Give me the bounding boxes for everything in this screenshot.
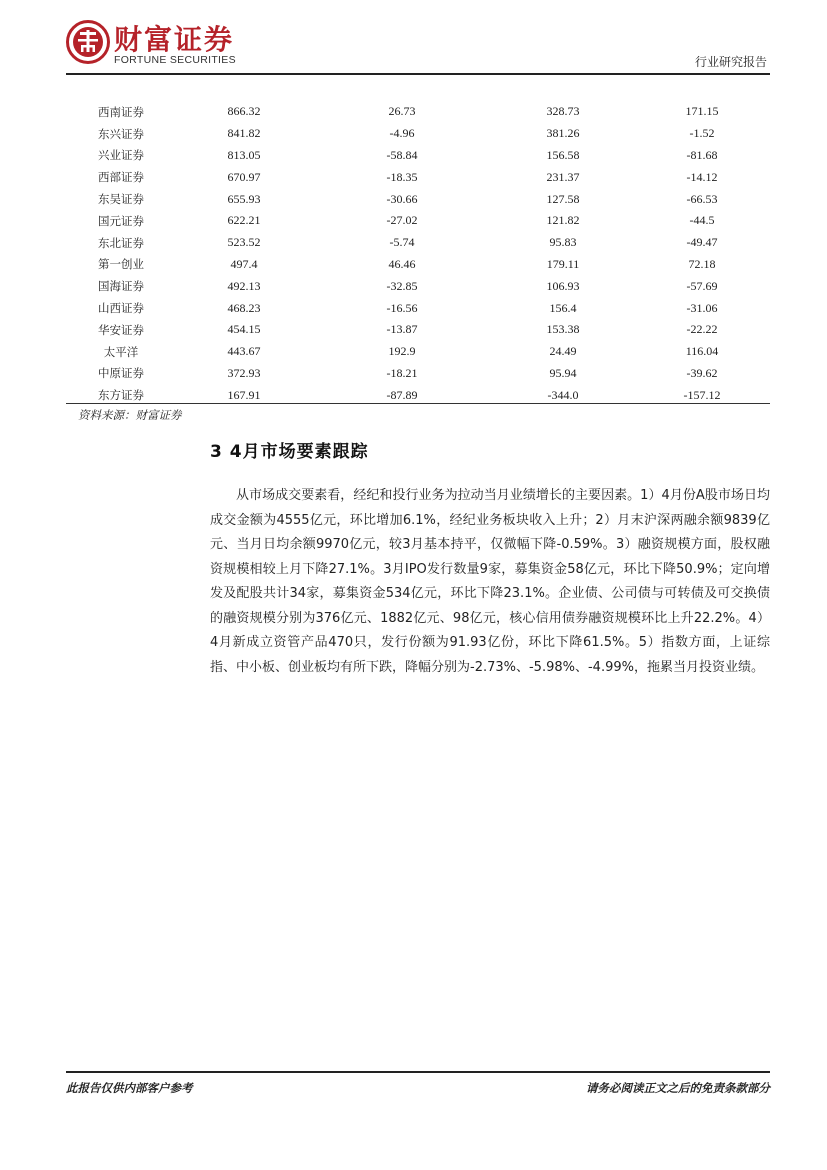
value-cell: -44.5: [689, 213, 715, 228]
value-cell: -18.35: [386, 169, 418, 184]
table-bottom-rule: [66, 403, 770, 404]
value-cell: -81.68: [686, 147, 718, 162]
value-cell: 372.93: [227, 365, 261, 380]
value-cell: 121.82: [546, 213, 580, 228]
value-cell: -32.85: [386, 278, 418, 293]
logo-chinese-name: 财富证券: [114, 23, 235, 56]
table-row: [66, 341, 770, 363]
broker-name-cell: 华安证券: [98, 322, 144, 337]
company-logo: [66, 18, 246, 70]
value-cell: -22.22: [686, 322, 718, 337]
fortune-seal-icon: [66, 20, 110, 64]
broker-name-cell: 东兴证券: [98, 126, 144, 141]
value-cell: -4.96: [389, 126, 415, 141]
value-cell: -66.53: [686, 191, 718, 206]
value-cell: 179.11: [546, 256, 580, 271]
value-cell: 866.32: [227, 104, 261, 119]
broker-name-cell: 西部证券: [98, 170, 144, 185]
table-row: [66, 101, 770, 123]
value-cell: -13.87: [386, 322, 418, 337]
broker-name-cell: 东方证券: [98, 388, 144, 403]
broker-name-cell: 中原证券: [98, 366, 144, 381]
value-cell: 381.26: [546, 126, 580, 141]
value-cell: 492.13: [227, 278, 261, 293]
value-cell: 156.58: [546, 147, 580, 162]
broker-name-cell: 国海证券: [98, 279, 144, 294]
value-cell: 497.4: [230, 256, 258, 271]
broker-name-cell: 第一创业: [98, 257, 144, 272]
value-cell: 670.97: [227, 169, 261, 184]
value-cell: -18.21: [386, 365, 418, 380]
value-cell: -27.02: [386, 213, 418, 228]
value-cell: 46.46: [388, 256, 416, 271]
broker-name-cell: 兴业证券: [98, 148, 144, 163]
value-cell: 95.94: [549, 365, 577, 380]
broker-name-cell: 东北证券: [98, 235, 144, 250]
header-divider: [66, 73, 770, 75]
value-cell: 24.49: [549, 344, 577, 359]
logo-english-name: FORTUNE SECURITIES: [114, 54, 236, 66]
table-row: [66, 275, 770, 297]
footer-disclaimer-left: 此报告仅供内部客户参考: [66, 1081, 193, 1095]
report-type: 行业研究报告: [694, 55, 767, 69]
table-row: [66, 254, 770, 276]
value-cell: 841.82: [227, 126, 261, 141]
footer-disclaimer-right: 请务必阅读正文之后的免责条款部分: [586, 1081, 770, 1095]
value-cell: 156.4: [549, 300, 577, 315]
value-cell: 127.58: [546, 191, 580, 206]
table-row: [66, 188, 770, 210]
broker-name-cell: 西南证券: [98, 104, 144, 119]
table-row: [66, 145, 770, 167]
table-row: [66, 166, 770, 188]
value-cell: -57.69: [686, 278, 718, 293]
value-cell: -58.84: [386, 147, 418, 162]
value-cell: -16.56: [386, 300, 418, 315]
table-row: [66, 319, 770, 341]
table-row: [66, 363, 770, 385]
brokerage-data-table: [66, 101, 770, 406]
value-cell: 153.38: [546, 322, 580, 337]
value-cell: 328.73: [546, 104, 580, 119]
value-cell: 72.18: [688, 256, 716, 271]
value-cell: 26.73: [388, 104, 416, 119]
value-cell: 231.37: [546, 169, 580, 184]
value-cell: -49.47: [686, 235, 718, 250]
value-cell: -344.0: [547, 387, 579, 402]
value-cell: 655.93: [227, 191, 261, 206]
value-cell: -30.66: [386, 191, 418, 206]
table-row: [66, 210, 770, 232]
value-cell: 468.23: [227, 300, 261, 315]
value-cell: 106.93: [546, 278, 580, 293]
broker-name-cell: 山西证券: [98, 301, 144, 316]
broker-name-cell: 东吴证券: [98, 192, 144, 207]
table-row: [66, 123, 770, 145]
value-cell: 813.05: [227, 147, 261, 162]
value-cell: -39.62: [686, 365, 718, 380]
value-cell: 192.9: [388, 344, 416, 359]
value-cell: 116.04: [685, 344, 719, 359]
footer-divider: [66, 1071, 770, 1073]
table-source-note: 资料来源：财富证券: [78, 408, 182, 422]
table-row: [66, 232, 770, 254]
broker-name-cell: 太平洋: [103, 344, 139, 359]
section-heading: 3 4月市场要素跟踪: [210, 442, 369, 462]
value-cell: 171.15: [685, 104, 719, 119]
value-cell: -31.06: [686, 300, 718, 315]
table-row: [66, 297, 770, 319]
value-cell: -87.89: [386, 387, 418, 402]
value-cell: -14.12: [686, 169, 718, 184]
value-cell: 95.83: [549, 235, 577, 250]
section-paragraph: 从市场成交要素看，经纪和投行业务为拉动当月业绩增长的主要因素。1）4月份A股市场日均成交金额为4555亿元，环比增加6.1%，经纪业务板块收入上升；2）月末沪深两融余额9839亿元、当月日均余额9970亿元，较3月基本持平，仅微幅下降-0.59%。3）融资规模方面，股权融资规模相较上月下降27.1%。3月IPO发行数量9家，募集资金58亿元，环比下降50.9%；定向增发及配股共计34家，募集资金534亿元，环比下降23.1%。企业债、公司债与可转债及可交换债的融资规模分别为376亿元、1882亿元、98亿元，核心信用债券融资规模环比上升22.2%。4）4月新成立资管产品470只，发行份额为91.93亿份，环比下降61.5%。5）指数方面，上证综指、中小板、创业板均有所下跌，降幅分别为-2.73%、-5.98%、-4.99%，拖累当月投资业绩。: [210, 488, 770, 675]
value-cell: 523.52: [227, 235, 261, 250]
value-cell: 622.21: [227, 213, 261, 228]
value-cell: 167.91: [227, 387, 261, 402]
broker-name-cell: 国元证券: [98, 213, 144, 228]
value-cell: -1.52: [689, 126, 715, 141]
value-cell: 454.15: [227, 322, 261, 337]
value-cell: -157.12: [683, 387, 721, 402]
value-cell: -5.74: [389, 235, 415, 250]
value-cell: 443.67: [227, 344, 261, 359]
